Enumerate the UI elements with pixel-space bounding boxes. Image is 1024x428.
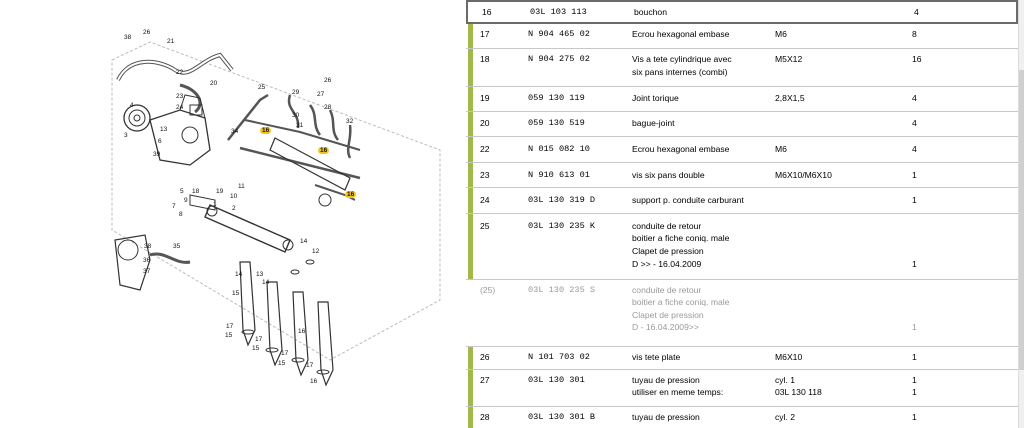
quantity: 8	[912, 29, 917, 39]
table-row-pos-28[interactable]	[466, 407, 1018, 428]
description-line-4: D >> - 16.04.2009	[632, 259, 702, 269]
part-number: 03L 130 235 S	[528, 285, 596, 295]
row-marker	[468, 49, 473, 86]
specification: M5X12	[775, 54, 803, 64]
callout-13b[interactable]: 13	[256, 271, 264, 278]
callout-24[interactable]: 24	[176, 104, 184, 111]
part-number: N 910 613 01	[528, 170, 590, 180]
row-marker	[468, 24, 473, 48]
table-row-pos-22[interactable]	[466, 137, 1018, 163]
callout-13[interactable]: 13	[160, 126, 168, 133]
table-row-pos-27[interactable]	[466, 370, 1018, 407]
row-marker	[468, 188, 473, 213]
description: bouchon	[634, 7, 667, 17]
callout-15[interactable]: 15	[232, 290, 240, 297]
position-number: (25)	[480, 285, 496, 295]
quantity: 1	[912, 322, 917, 332]
callout-25[interactable]: 25	[258, 84, 266, 91]
table-row-pos-19[interactable]	[466, 87, 1018, 112]
callout-4[interactable]: 4	[130, 102, 134, 109]
row-marker	[468, 370, 473, 406]
callout-17[interactable]: 17	[226, 323, 234, 330]
callout-16b[interactable]: 16	[298, 328, 306, 335]
description: Joint torique	[632, 93, 679, 103]
quantity: 4	[912, 118, 917, 128]
part-number: 03L 130 319 D	[528, 195, 596, 205]
position-number: 24	[480, 195, 490, 205]
description-line-2: boitier a fiche coniq. male	[632, 233, 730, 243]
specification: M6X10	[775, 352, 803, 362]
callout-16-highlight-a[interactable]: 16	[262, 127, 270, 134]
table-row-pos-16[interactable]	[466, 0, 1018, 24]
quantity-line-2: 1	[912, 387, 917, 397]
callout-32[interactable]: 32	[346, 118, 354, 125]
specification: M6	[775, 144, 787, 154]
row-marker	[468, 137, 473, 162]
callout-11[interactable]: 11	[238, 183, 245, 190]
vertical-scrollbar[interactable]	[1018, 0, 1024, 428]
description-line-3: Clapet de pression	[632, 246, 704, 256]
table-row-pos-24[interactable]	[466, 188, 1018, 214]
exploded-parts-diagram	[0, 0, 466, 428]
callout-3[interactable]: 3	[124, 132, 128, 139]
position-number: 22	[480, 144, 490, 154]
description-line-2: utiliser en meme temps:	[632, 387, 724, 397]
description-line-1: tuyau de pression	[632, 375, 700, 385]
callout-30[interactable]: 30	[292, 112, 300, 119]
callout-1[interactable]: 1	[213, 201, 217, 208]
callout-26[interactable]: 26	[143, 29, 151, 36]
table-row-pos-17[interactable]	[466, 24, 1018, 49]
row-marker	[468, 347, 473, 369]
table-row-pos-23[interactable]	[466, 163, 1018, 188]
position-number: 17	[480, 29, 490, 39]
quantity: 4	[914, 7, 919, 17]
callout-29[interactable]: 29	[292, 89, 300, 96]
callout-16c[interactable]: 16	[310, 378, 318, 385]
row-marker	[468, 87, 473, 111]
quantity: 1	[912, 195, 917, 205]
callout-20[interactable]: 20	[210, 80, 218, 87]
part-number: N 101 703 02	[528, 352, 590, 362]
callout-27[interactable]: 27	[317, 91, 325, 98]
callout-17b[interactable]: 17	[255, 336, 263, 343]
part-number: N 015 082 10	[528, 144, 590, 154]
specification-line-2: 03L 130 118	[775, 387, 822, 397]
part-number: N 904 465 02	[528, 29, 590, 39]
callout-17c[interactable]: 17	[281, 350, 289, 357]
specification-line-1: cyl. 1	[775, 375, 796, 385]
callout-38[interactable]: 38	[124, 34, 132, 41]
callout-39[interactable]: 39	[153, 151, 161, 158]
callout-22[interactable]: 22	[176, 69, 184, 76]
callout-34[interactable]: 34	[231, 128, 239, 135]
callout-15b[interactable]: 15	[225, 332, 233, 339]
description-line-4: D - 16.04.2009>>	[632, 322, 699, 332]
row-marker	[468, 214, 473, 279]
description-line-2: six pans internes (combi)	[632, 67, 728, 77]
description: Ecrou hexagonal embase	[632, 29, 730, 39]
row-marker	[468, 407, 473, 428]
position-number: 27	[480, 375, 490, 385]
position-number: 18	[480, 54, 490, 64]
callout-18[interactable]: 18	[192, 188, 200, 195]
position-number: 26	[480, 352, 490, 362]
description-line-1: conduite de retour	[632, 221, 702, 231]
callout-26b[interactable]: 26	[324, 77, 332, 84]
callout-35[interactable]: 35	[173, 243, 181, 250]
part-number: 03L 103 113	[530, 7, 587, 17]
callout-16-highlight-b[interactable]: 16	[320, 147, 328, 154]
part-number: 03L 130 235 K	[528, 221, 596, 231]
row-marker	[468, 163, 473, 187]
position-number: 28	[480, 412, 490, 422]
part-number: 03L 130 301	[528, 375, 585, 385]
callout-19[interactable]: 19	[216, 188, 224, 195]
part-number: 059 130 119	[528, 93, 585, 103]
description: vis tete plate	[632, 352, 681, 362]
table-row-pos-25[interactable]	[466, 214, 1018, 280]
callout-38b[interactable]: 38	[144, 243, 152, 250]
description-line-2: boitier a fiche coniq. male	[632, 297, 730, 307]
position-number: 16	[482, 7, 492, 17]
callout-16-highlight-c[interactable]: 16	[347, 191, 355, 198]
description: vis six pans double	[632, 170, 705, 180]
description-line-1: conduite de retour	[632, 285, 702, 295]
table-row-pos-20[interactable]	[466, 112, 1018, 137]
quantity: 16	[912, 54, 922, 64]
quantity: 4	[912, 93, 917, 103]
specification: M6	[775, 29, 787, 39]
position-number: 19	[480, 93, 490, 103]
callout-15c[interactable]: 15	[252, 345, 260, 352]
specification: cyl. 2	[775, 412, 796, 422]
callout-28[interactable]: 28	[324, 104, 332, 111]
description: tuyau de pression	[632, 412, 700, 422]
callout-8[interactable]: 8	[179, 211, 183, 218]
parts-table	[466, 0, 1018, 428]
callout-14[interactable]: 14	[300, 238, 308, 245]
position-number: 25	[480, 221, 490, 231]
quantity-line-1: 1	[912, 375, 917, 385]
diagram-drawing	[0, 0, 466, 428]
callout-31[interactable]: 31	[296, 122, 304, 129]
callout-17d[interactable]: 17	[306, 362, 314, 369]
callout-23[interactable]: 23	[176, 93, 184, 100]
callout-10[interactable]: 10	[230, 193, 238, 200]
callout-7[interactable]: 7	[172, 203, 176, 210]
row-marker	[468, 112, 473, 136]
callout-5[interactable]: 5	[180, 188, 184, 195]
position-number: 23	[480, 170, 490, 180]
part-number: 059 130 519	[528, 118, 585, 128]
specification: M6X10/M6X10	[775, 170, 832, 180]
specification: 2,8X1,5	[775, 93, 805, 103]
quantity: 4	[912, 144, 917, 154]
callout-12[interactable]: 12	[312, 248, 320, 255]
quantity: 1	[912, 352, 917, 362]
part-number: 03L 130 301 B	[528, 412, 596, 422]
part-number: N 904 275 02	[528, 54, 590, 64]
scrollbar-thumb[interactable]	[1019, 70, 1024, 370]
quantity: 1	[912, 412, 917, 422]
description: bague-joint	[632, 118, 675, 128]
description-line-1: Vis a tete cylindrique avec	[632, 54, 732, 64]
callout-9[interactable]: 9	[184, 197, 188, 204]
quantity: 1	[912, 170, 917, 180]
description: Ecrou hexagonal embase	[632, 144, 730, 154]
quantity: 1	[912, 259, 917, 269]
table-row-pos-18[interactable]	[466, 49, 1018, 87]
callout-2[interactable]: 2	[232, 205, 236, 212]
callout-14b[interactable]: 14	[235, 271, 243, 278]
callout-21[interactable]: 21	[167, 38, 175, 45]
callout-37[interactable]: 37	[143, 268, 151, 275]
position-number: 20	[480, 118, 490, 128]
callout-15d[interactable]: 15	[278, 360, 286, 367]
description: support p. conduite carburant	[632, 195, 744, 205]
callout-6[interactable]: 6	[158, 138, 162, 145]
callout-36[interactable]: 36	[143, 257, 151, 264]
table-row-pos-26[interactable]	[466, 346, 1018, 370]
description-line-3: Clapet de pression	[632, 310, 704, 320]
table-row-pos-25-alt[interactable]	[466, 280, 1018, 342]
callout-14c[interactable]: 14	[262, 279, 270, 286]
